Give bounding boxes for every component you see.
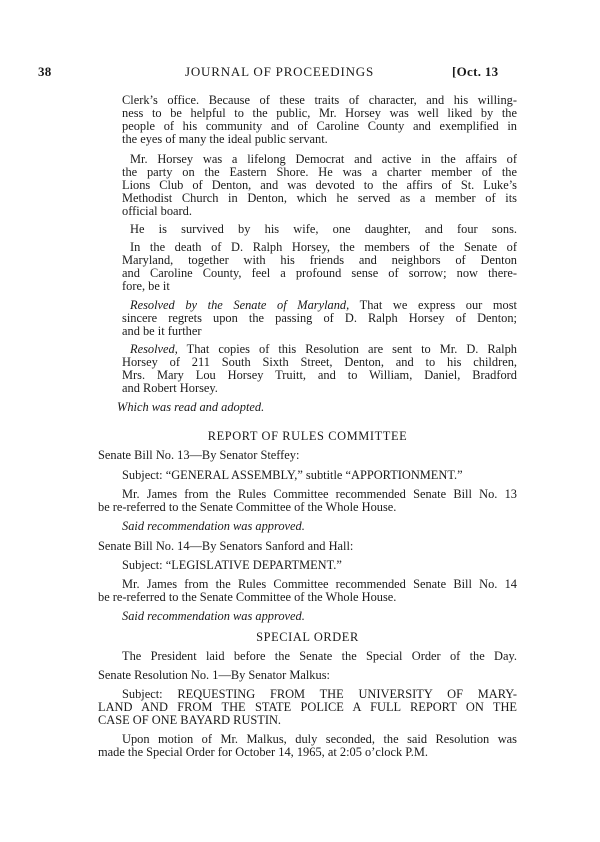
text-line: sincere regrets upon the passing of D. Ralph Horsey of Denton; (122, 311, 517, 325)
text-line: In the death of D. Ralph Horsey, the members of the Senate of (130, 240, 517, 254)
bill-13-result (98, 520, 517, 533)
paragraph-clerk-office (122, 94, 517, 146)
text-line: The President laid before the Senate the Special Order of the Day. (122, 649, 517, 663)
header-date: [Oct. 13 (452, 64, 499, 79)
paragraph-death (122, 241, 517, 293)
text-line: Horsey of 211 South Sixth Street, Denton, and to his children, (122, 355, 517, 369)
text-line: Methodist Church in Denton, which he served as a member of its (122, 191, 517, 205)
text-line: people of his community and of Caroline County and exemplified in (122, 119, 517, 133)
paragraph-democrat (122, 153, 517, 218)
italic-resolved: Resolved by the Senate of Maryland, (130, 298, 350, 312)
heading-rules-committee: REPORT OF RULES COMMITTEE (207, 429, 408, 443)
text-line: Said recommendation was approved. (122, 609, 305, 623)
bill-13-recommendation (98, 488, 517, 514)
bill-14-title (98, 540, 517, 553)
text-line: Subject: “GENERAL ASSEMBLY,” subtitle “APPORTIONMENT.” (122, 468, 463, 482)
text-line: Clerk’s office. Because of these traits of character, and his willing- (122, 93, 517, 107)
italic-resolved: Resolved, (130, 342, 178, 356)
resolution-title (98, 669, 517, 682)
text-line: Senate Bill No. 13—By Senator Steffey: (98, 448, 300, 462)
text-line: Mr. James from the Rules Committee recommended Senate Bill No. 14 (122, 577, 517, 591)
text-line: Subject: “LEGISLATIVE DEPARTMENT.” (122, 558, 342, 572)
bill-14-result (98, 610, 517, 623)
motion-paragraph (98, 733, 517, 759)
text-line: made the Special Order for October 14, 1965, at 2:05 o’clock P.M. (98, 745, 428, 759)
bill-14-recommendation (98, 578, 517, 604)
text-line: Maryland, together with his friends and neighbors of Denton (122, 253, 517, 267)
text-line: LAND AND FROM THE STATE POLICE A FULL REPORT ON THE (98, 700, 517, 714)
text-line: and Robert Horsey. (122, 381, 218, 395)
bill-14-subject (98, 559, 517, 572)
text-line: Mr. Horsey was a lifelong Democrat and active in the affairs of (130, 152, 517, 166)
text-line: Mrs. Mary Lou Horsey Truitt, and to William, Daniel, Bradford (122, 368, 517, 382)
heading-special-order: SPECIAL ORDER (256, 630, 359, 644)
paragraph-resolved-1 (122, 299, 517, 338)
text-line: Senate Bill No. 14—By Senators Sanford and Hall: (98, 539, 354, 553)
text-line: the eyes of many the ideal public servant. (122, 132, 328, 146)
bill-13-subject (98, 469, 517, 482)
text-line: be re-referred to the Senate Committee of the Whole House. (98, 500, 397, 514)
text-line: and be it further (122, 324, 202, 338)
text-line: the party on the Eastern Shore. He was a charter member of the (122, 165, 517, 179)
text-line: Senate Resolution No. 1—By Senator Malkus: (98, 668, 330, 682)
text: That copies of this Resolution are sent to Mr. D. Ralph (177, 342, 517, 356)
text-line: He is survived by his wife, one daughter, and four sons. (130, 222, 517, 236)
text-line: Said recommendation was approved. (122, 519, 305, 533)
text-line: Upon motion of Mr. Malkus, duly seconded, the said Resolution was (122, 732, 517, 746)
text-line: be re-referred to the Senate Committee of the Whole House. (98, 590, 397, 604)
paragraph-resolved-2 (122, 343, 517, 395)
journal-title: JOURNAL OF PROCEEDINGS (185, 64, 375, 79)
text-line: Which was read and adopted. (117, 400, 265, 414)
text-line: fore, be it (122, 279, 170, 293)
text-line: Mr. James from the Rules Committee recommended Senate Bill No. 13 (122, 487, 517, 501)
text-line: official board. (122, 204, 192, 218)
text-line: Subject: REQUESTING FROM THE UNIVERSITY OF MARY- (122, 687, 517, 701)
text: That we express our most (349, 298, 517, 312)
text-line: ness to be helpful to the public, Mr. Horsey was well liked by the (122, 106, 517, 120)
adopted-note (117, 401, 264, 414)
bill-13-title (98, 449, 517, 462)
text-line: CASE OF ONE BAYARD RUSTIN. (98, 713, 282, 727)
page-number: 38 (38, 64, 52, 79)
president-statement (98, 650, 517, 663)
text-line: and Caroline County, feel a profound sense of sorrow; now there- (122, 266, 517, 280)
text-line: Lions Club of Denton, and was devoted to the affirs of St. Luke’s (122, 178, 517, 192)
paragraph-survived (122, 223, 517, 236)
resolution-subject (98, 688, 517, 727)
